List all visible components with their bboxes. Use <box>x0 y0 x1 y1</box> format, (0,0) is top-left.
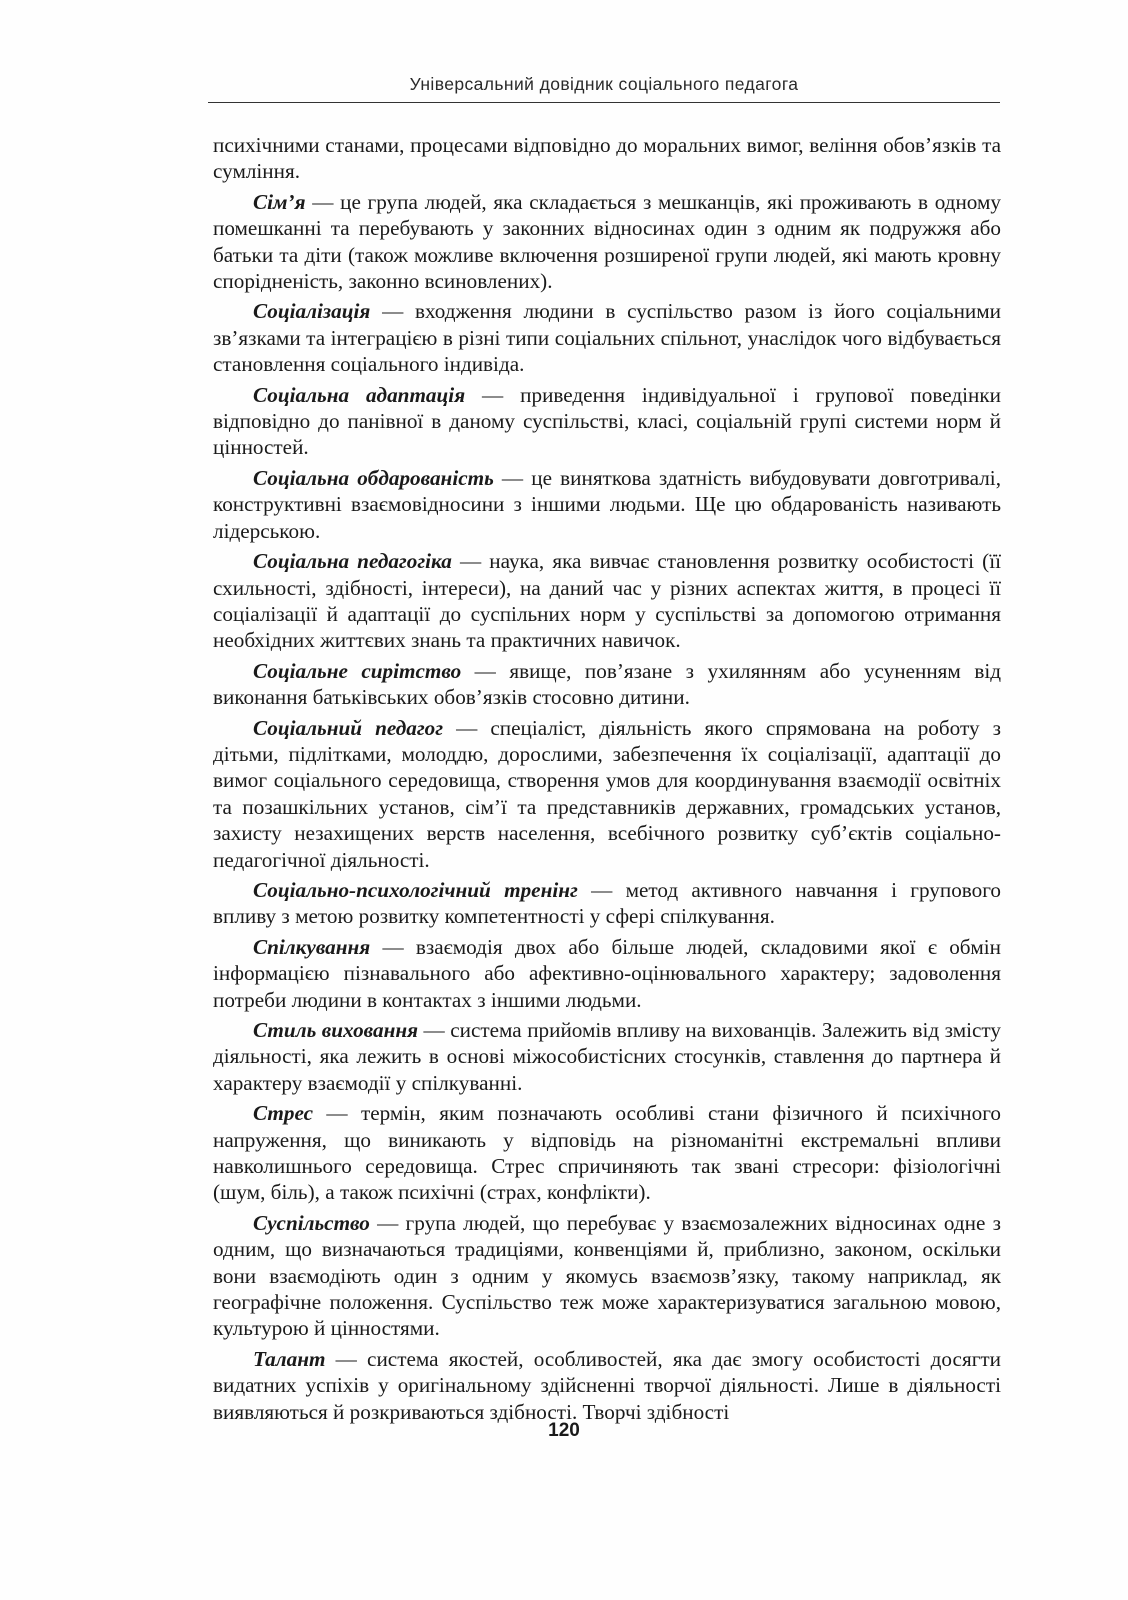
glossary-entry <box>213 1100 1001 1206</box>
entry-definition: — це виняткова здатність вибудовувати довготривалі, конструктивні взаємовідносини з іншими людьми. Ще цю обдарованість називають лідерською. <box>213 465 1001 543</box>
entry-definition: — приведення індивідуальної і групової поведінки відповідно до панівної в даному суспільстві, класі, соціальній групі системи норм й цінностей. <box>213 382 1001 460</box>
header-rule <box>208 102 1000 103</box>
entry-term: Соціальна адаптація <box>253 382 466 407</box>
glossary-entry <box>213 189 1001 295</box>
entry-definition: — явище, пов’язане з ухилянням або усуненням від виконання батьківських обов’язків стосовно дитини. <box>213 658 1001 710</box>
entry-definition: — наука, яка вивчає становлення розвитку особистості (її схильності, здібності, інтереси), на даний час у різних аспектах життя, в процесі її соціалізації й адаптації до суспільних норм у суспільстві за допомогою отримання необхідних життєвих знань та практичних навичок. <box>213 549 1001 653</box>
entry-term: Соціально-психологічний тренінг <box>253 877 578 902</box>
entry-definition: — група людей, що перебуває у взаємозалежних відносинах одне з одним, що визначаються традиціями, конвенціями й, приблизно, законом, оскільки вони взаємодіють один з одним у якомусь взаємозв’язку, такому наприклад, як географічне положення. Суспільство теж може характеризуватися загальною мовою, культурою й цінностями. <box>213 1210 1001 1341</box>
glossary-entry <box>213 715 1001 873</box>
entry-definition: — взаємодія двох або більше людей, складовими якої є обмін інформацією пізнавального або афективно-оцінювального характеру; задоволення потреби людини в контактах з іншими людьми. <box>213 934 1001 1012</box>
entry-term: Стрес <box>253 1101 314 1126</box>
running-header: Універсальний довідник соціального педагога <box>409 74 799 94</box>
glossary-entry <box>213 934 1001 1013</box>
entry-term: Соціальний педагог <box>253 715 444 740</box>
glossary-entry <box>213 298 1001 377</box>
glossary-entry <box>213 465 1001 544</box>
entry-definition: — система прийомів впливу на вихованців. Залежить від змісту діяльності, яка лежить в основі міжособистісних стосунків, ставлення до партнера й характеру взаємодії у спілкуванні. <box>213 1018 1001 1095</box>
page-body <box>213 132 1001 1429</box>
entry-definition: — система якостей, особливостей, яка дає змогу особистості досягти видатних успіхів у оригінальному здійсненні творчої діяльності. Лише в діяльності виявляються й розкриваються здібності. Творчі здібності <box>213 1346 1001 1424</box>
entry-term: Стиль виховання <box>253 1018 419 1042</box>
glossary-entry <box>213 382 1001 461</box>
entry-definition: — спеціаліст, діяльність якого спрямована на роботу з дітьми, підлітками, молоддю, дорослими, забезпечення їх соціалізації, адаптації до вимог соціального середовища, створення умов для координування взаємодії освітніх та позашкільних установ, сім’ї та представників державних, громадських установ, захисту незахищених верств населення, всебічного розвитку суб’єктів соціально-педагогічної діяльності. <box>213 715 1001 872</box>
continuation-paragraph: психічними станами, процесами відповідно до моральних вимог, веління обов’язків та сумління. <box>213 133 1001 184</box>
entry-definition: — термін, яким позначають особливі стани фізичного й психічного напруження, що виникають у відповідь на різноманітні екстремальні впливи навколишнього середовища. Стрес спричиняють так звані стресори: фізіологічні (шум, біль), а також психічні (страх, конфлікти). <box>213 1101 1001 1205</box>
entry-term: Соціальна педагогіка <box>253 549 452 574</box>
entry-term: Соціалізація <box>253 299 371 324</box>
page-number: 120 <box>548 1420 580 1441</box>
glossary-entry <box>213 548 1001 654</box>
entry-definition: — це група людей, яка складається з мешканців, які проживають в одному помешканні та перебувають у законних відносинах один з одним як подружжя або батьки та діти (також можливе включення розширеної групи людей, які мають кровну спорідненість, законно всиновлених). <box>213 189 1001 294</box>
glossary-entry <box>213 1346 1001 1425</box>
glossary-entry <box>213 658 1001 711</box>
entry-term: Соціальна обдарованість <box>253 465 494 490</box>
entry-term: Талант <box>253 1346 326 1371</box>
entry-term: Суспільство <box>253 1210 370 1235</box>
glossary-entry <box>213 877 1001 930</box>
glossary-entry <box>213 1017 1001 1096</box>
entry-definition: — метод активного навчання і групового впливу з метою розвитку компетентності у сфері спілкування. <box>213 877 1002 929</box>
entry-term: Соціальне сирітство <box>253 658 462 683</box>
entry-term: Сім’я <box>253 189 306 214</box>
entry-definition: — входження людини в суспільство разом із його соціальними зв’язками та інтеграцією в різні типи соціальних спільнот, унаслідок чого відбувається становлення соціального індивіда. <box>213 299 1001 377</box>
glossary-entry <box>213 1210 1001 1342</box>
entry-term: Спілкування <box>253 934 371 959</box>
